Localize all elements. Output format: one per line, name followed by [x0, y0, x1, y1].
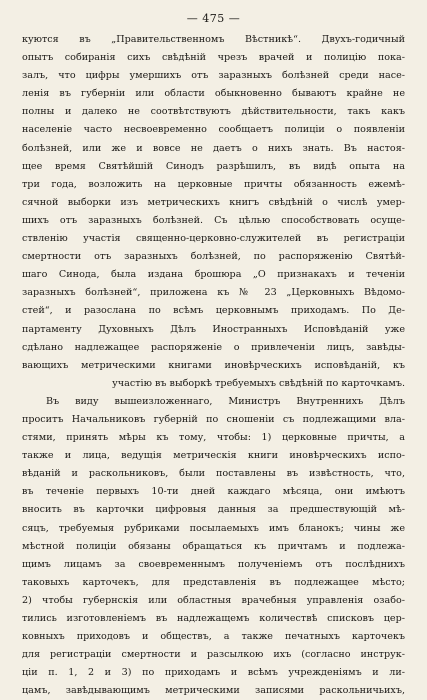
text-line: куются въ „Правительственномъ Вѣстникѣ“. Двухъ-годичный — [22, 34, 405, 45]
text-line: таковыхъ карточекъ, для представленія въ подлежащее мѣсто; — [22, 576, 405, 588]
text-line: 2) чтобы губернскія или областныя врачебныя управленія озабо- — [22, 594, 405, 606]
text-line: щимъ лицамъ за своевременнымъ полученіемъ отъ послѣднихъ — [22, 558, 405, 570]
text-line: опытъ собиранія сихъ свѣдѣній чрезъ врачей и полицію пока- — [22, 52, 405, 64]
text-line: стей“, и разослана по всѣмъ церковнымъ приходамъ. По Де- — [22, 305, 405, 317]
text-line: вающихъ метрическими книгами иновѣрческихъ исповѣданій, къ — [22, 359, 405, 371]
text-line: шихъ отъ заразныхъ болѣзней. Съ цѣлью способствовать осуще- — [22, 214, 405, 226]
text-line: цамъ, завѣдывающимъ метрическими записями раскольничьихъ, — [22, 685, 405, 697]
text-line: стями, принять мѣры къ тому, чтобы: 1) церковные причты, а — [22, 432, 405, 444]
text-line: вносить въ карточки цифровыя данныя за предшествующій мѣ- — [22, 504, 405, 516]
body-text — [22, 31, 405, 700]
text-line: мѣстной полиціи обязаны обращаться къ причтамъ и подлежа- — [22, 540, 405, 552]
text-line: три года, возложить на церковные причты обязанность ежемѣ- — [22, 178, 405, 190]
text-line: участію въ выборкѣ требуемыхъ свѣдѣній по карточкамъ. — [112, 377, 405, 389]
text-line: сячной выборки изъ метрическихъ книгъ свѣдѣній о числѣ умер- — [22, 196, 405, 208]
page-number: — 475 — — [186, 12, 241, 25]
text-line: болѣзней, или же и вовсе не даетъ о нихъ знать. Въ настоя- — [22, 142, 405, 154]
text-line: ціи п. 1, 2 и 3) по приходамъ и всѣмъ учрежденіямъ и ли- — [22, 667, 405, 679]
text-line: щее время Святѣйшій Синодъ разрѣшилъ, въ видѣ опыта на — [22, 160, 405, 172]
text-line: тились изготовленіемъ въ надлежащемъ количествѣ списковъ цер- — [22, 613, 405, 624]
text-line: ствленію участія священно-церковно-служителей въ регистраціи — [22, 233, 405, 245]
text-line: сяцъ, требуемыя рубриками посылаемыхъ имъ бланокъ; чины же — [22, 522, 405, 534]
text-line: проситъ Начальниковъ губерній по сношеніи съ подлежащими вла- — [22, 413, 405, 425]
text-line: ленія въ губерніи или области обыкновенно бываютъ крайне не — [22, 88, 405, 100]
text-line: заразныхъ болѣзней“, приложена къ № 23 „Церковныхъ Вѣдомо- — [22, 287, 405, 299]
text-line: также и лица, ведущія метрическія книги иновѣрческихъ испо- — [22, 450, 405, 462]
text-line: полны и далеко не соотвѣтствуютъ дѣйствительности, такъ какъ — [22, 106, 405, 118]
text-line: въ теченіе первыхъ 10-ти дней каждаго мѣсяца, они имѣютъ — [22, 486, 405, 498]
text-line: залъ, что цифры умершихъ отъ заразныхъ болѣзней среди насе- — [22, 70, 405, 82]
text-line: смертности отъ заразныхъ болѣзней, по распоряженію Святѣй- — [22, 251, 405, 263]
text-line: сдѣлано надлежащее распоряженіе о привлеченіи лицъ, завѣды- — [22, 341, 405, 353]
text-line: шаго Синода, была издана брошюра „О признакахъ и теченіи — [22, 269, 405, 281]
text-line: ковныхъ приходовъ и обществъ, а также печатныхъ карточекъ — [22, 631, 405, 643]
text-line: населеніе часто несвоевременно сообщаетъ полиціи о появленіи — [22, 124, 405, 136]
text-line: Въ виду вышеизложеннаго, Министръ Внутреннихъ Дѣлъ — [46, 395, 405, 407]
text-line: партаменту Духовныхъ Дѣлъ Иностранныхъ Исповѣданій уже — [22, 323, 405, 335]
text-line: для регистраціи смертности и разсылкою ихъ (согласно инструк- — [22, 649, 405, 661]
text-line: вѣданій и раскольниковъ, были поставлены въ извѣстность, что, — [22, 468, 405, 480]
